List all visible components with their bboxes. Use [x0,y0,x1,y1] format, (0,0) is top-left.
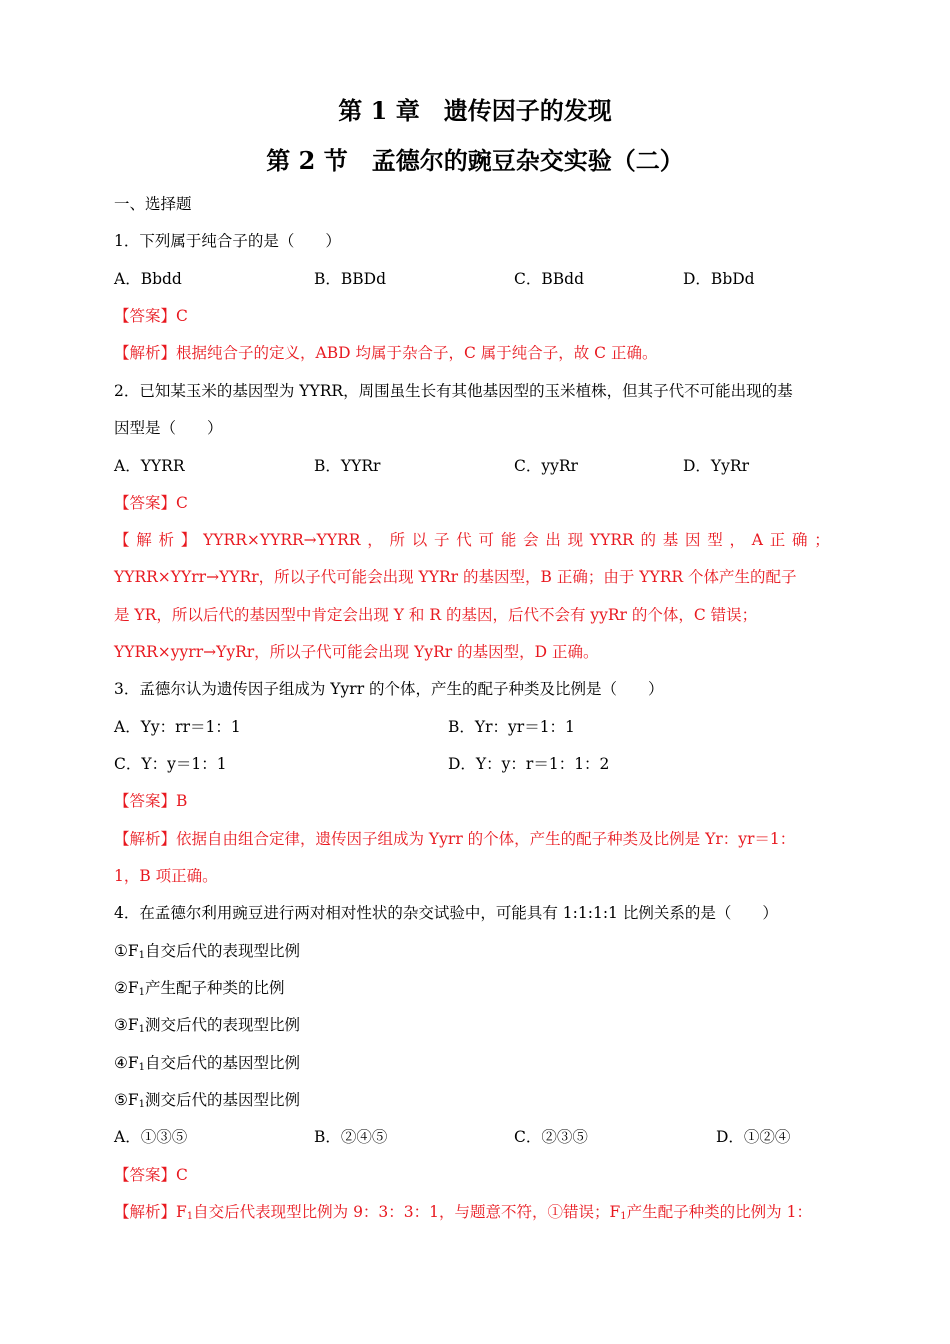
q4-option-b: B．②④⑤ [314,1128,388,1146]
q2-option-a: A．YYRR [114,457,185,475]
q2-analysis-line-4: YYRR×yyrr→YyRr，所以子代可能会出现 YyRr 的基因型，D 正确。 [114,643,599,661]
q2-option-c: C．yyRr [514,457,578,475]
q2-answer: 【答案】C [114,494,188,512]
q3-analysis-line-1: 【解析】依据自由组合定律，遗传因子组成为 Yyrr 的个体，产生的配子种类及比例是 Yr：yr＝1： [114,830,796,848]
q2-option-b: B．YYRr [314,457,381,475]
q1-option-d: D．BbDd [683,270,755,288]
q3-option-a: A．Yy：rr＝1：1 [114,718,241,736]
q4-option-a: A．①③⑤ [114,1128,188,1146]
q3-option-b: B．Yr：yr＝1：1 [448,718,575,736]
q1-analysis: 【解析】根据纯合子的定义，ABD 均属于杂合子，C 属于纯合子，故 C 正确。 [114,344,658,362]
section-title: 第 2 节 孟德尔的豌豆杂交实验（二） [266,146,684,175]
question-type-heading: 一、选择题 [114,195,192,213]
q4-option-c: C．②③⑤ [514,1128,588,1146]
q3-answer: 【答案】B [114,792,188,810]
question-2-stem-line-1: 2．已知某玉米的基因型为 YYRR，周围虽生长有其他基因型的玉米植株，但其子代不可能出现的基 [114,382,793,400]
question-3-stem: 3．孟德尔认为遗传因子组成为 Yyrr 的个体，产生的配子种类及比例是（ ） [114,680,664,698]
q2-analysis-line-1: 【 解 析 】 YYRR×YYRR→YYRR ， 所 以 子 代 可 能 会 出 现 YYRR 的 基 因 型 ， A 正 确 ； [114,531,830,549]
q1-option-c: C．BBdd [514,270,584,288]
q4-item-2: $②F_1$产生配子种类的比例 [114,979,285,998]
q2-analysis-line-2: YYRR×YYrr→YYRr，所以子代可能会出现 YYRr 的基因型，B 正确；由于 YYRR 个体产生的配子 [114,568,797,586]
question-2-stem-line-2: 因型是（ ） [114,419,223,437]
q4-analysis-line-1: 【解析】$F_1$自交后代表现型比例为 9：3：3：1，与题意不符，①错误；$F_1$产生配子种类的比例为 1： [114,1203,812,1222]
q1-answer: 【答案】C [114,307,188,325]
q1-option-a: A．Bbdd [114,270,182,288]
q4-item-5: $⑤F_1$测交后代的基因型比例 [114,1091,301,1110]
q3-option-d: D．Y：y：r＝1：1：2 [448,755,610,773]
q4-item-4: $④F_1$自交后代的基因型比例 [114,1054,301,1073]
question-4-stem: 4．在孟德尔利用豌豆进行两对相对性状的杂交试验中，可能具有 1:1:1:1 比例关系的是（ ） [114,904,778,922]
q4-option-d: D．①②④ [716,1128,791,1146]
q2-analysis-line-3: 是 YR，所以后代的基因型中肯定会出现 Y 和 R 的基因，后代不会有 yyRr 的个体，C 错误； [114,606,758,624]
q3-option-c: C．Y：y＝1：1 [114,755,227,773]
question-1-stem: 1．下列属于纯合子的是（ ） [114,232,341,250]
q3-analysis-line-2: 1，B 项正确。 [114,867,218,885]
q4-item-3: $③F_1$测交后代的表现型比例 [114,1016,301,1035]
q4-item-1: $①F_1$自交后代的表现型比例 [114,942,301,961]
q1-option-b: B．BBDd [314,270,387,288]
chapter-title: 第 1 章 遗传因子的发现 [338,96,612,125]
q2-option-d: D．YyRr [683,457,749,475]
q4-answer: 【答案】C [114,1166,188,1184]
